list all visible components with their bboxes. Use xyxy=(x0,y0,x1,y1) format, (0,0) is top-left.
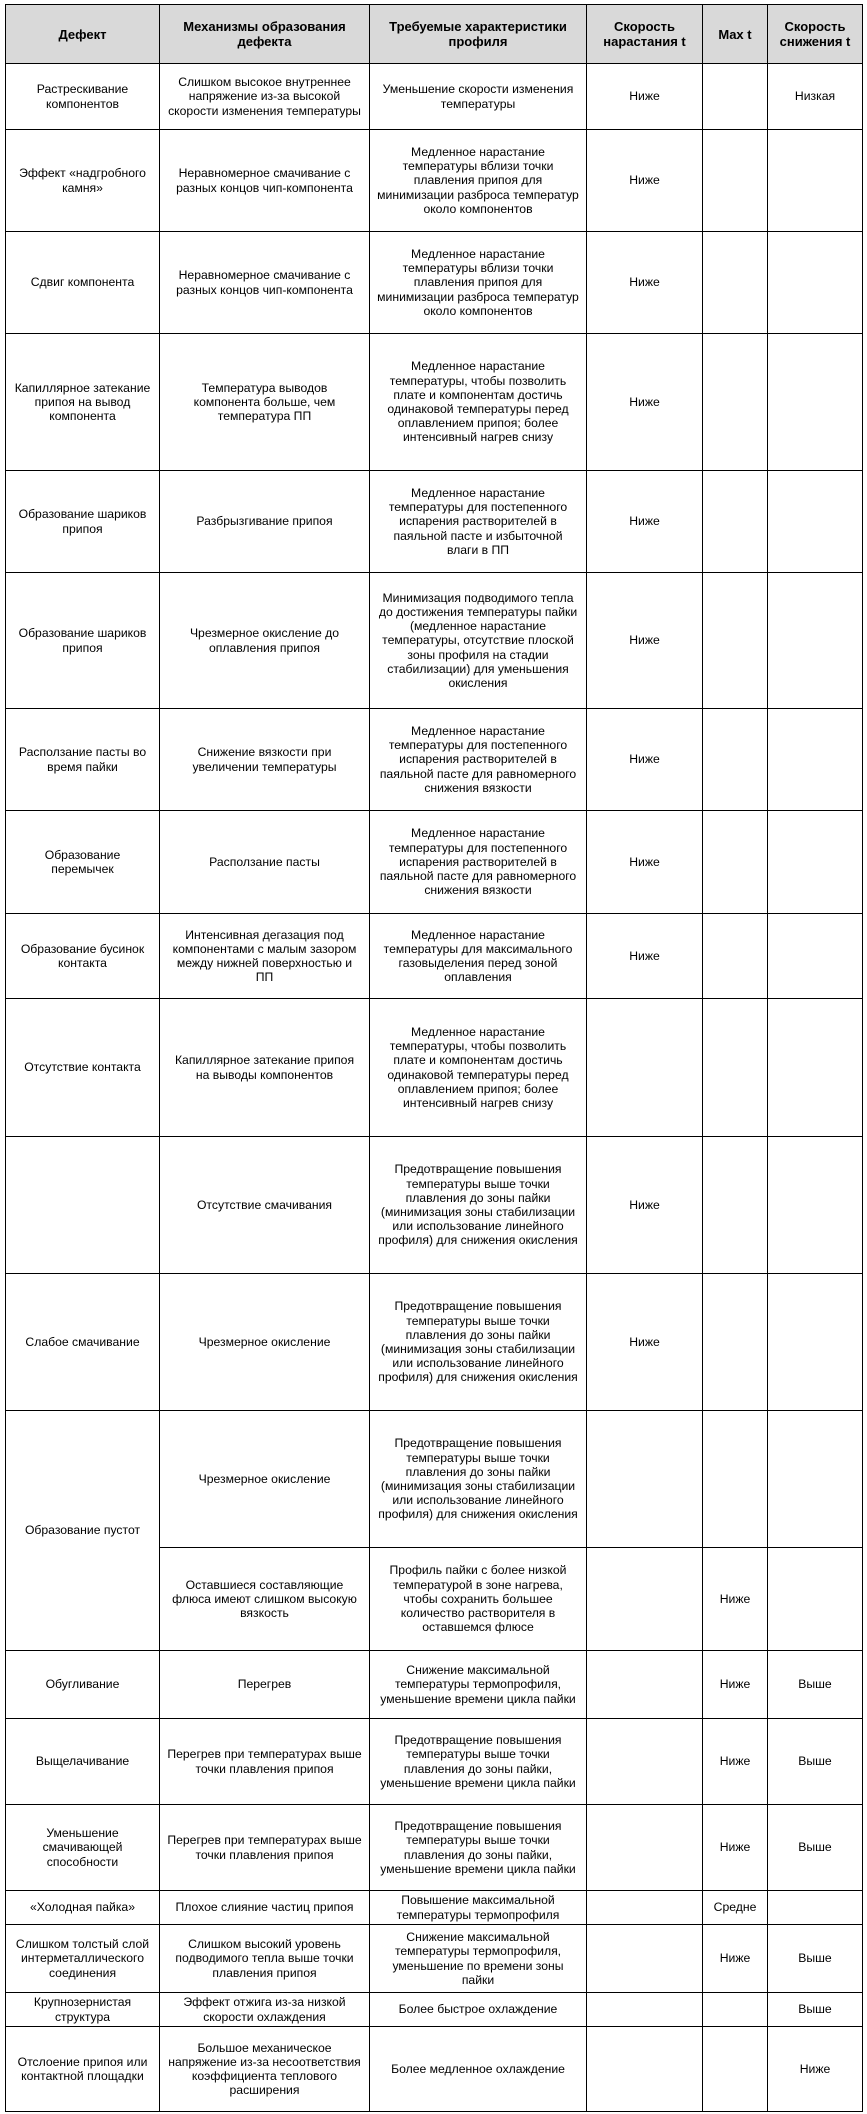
ramp-up-cell xyxy=(587,999,703,1137)
max-t-cell xyxy=(703,811,768,914)
profile-cell: Предотвращение повышения температуры выше точки плавления до зоны пайки (минимизация зоны стабилизации или использование линейного профиля) для снижения окисления xyxy=(370,1411,587,1548)
table-row xyxy=(6,1805,863,1891)
max-t-cell: Ниже xyxy=(703,1719,768,1805)
ramp-up-cell xyxy=(587,1719,703,1805)
ramp-up-cell: Ниже xyxy=(587,130,703,232)
defect-cell: Образование перемычек xyxy=(6,811,160,914)
header-max-t: Max t xyxy=(703,5,768,64)
defect-cell: Сдвиг компонента xyxy=(6,232,160,334)
max-t-cell xyxy=(703,1137,768,1274)
max-t-cell xyxy=(703,471,768,573)
max-t-cell xyxy=(703,64,768,130)
defect-cell: «Холодная пайка» xyxy=(6,1891,160,1925)
defect-cell: Слабое смачивание xyxy=(6,1274,160,1411)
cool-down-cell: Выше xyxy=(768,1925,863,1993)
mechanism-cell: Неравномерное смачивание с разных концов чип-компонента xyxy=(160,130,370,232)
max-t-cell: Ниже xyxy=(703,1651,768,1719)
max-t-cell xyxy=(703,914,768,999)
cool-down-cell xyxy=(768,334,863,471)
profile-cell: Минимизация подводимого тепла до достижения температуры пайки (медленное нарастание температуры, отсутствие плоской зоны профиля на стадии стабилизации) для уменьшения окисления xyxy=(370,573,587,709)
cool-down-cell xyxy=(768,1548,863,1651)
table-row xyxy=(6,471,863,573)
mechanism-cell: Расползание пасты xyxy=(160,811,370,914)
mechanism-cell: Слишком высокий уровень подводимого тепла выше точки плавления припоя xyxy=(160,1925,370,1993)
max-t-cell xyxy=(703,130,768,232)
profile-cell: Повышение максимальной температуры термопрофиля xyxy=(370,1891,587,1925)
table-row xyxy=(6,1651,863,1719)
ramp-up-cell: Ниже xyxy=(587,334,703,471)
profile-cell: Медленное нарастание температуры, чтобы позволить плате и компонентам достичь одинаковой температуры перед оплавлением припоя; более интенсивный нагрев снизу xyxy=(370,999,587,1137)
cool-down-cell xyxy=(768,709,863,811)
profile-cell: Снижение максимальной температуры термопрофиля, уменьшение времени цикла пайки xyxy=(370,1651,587,1719)
cool-down-cell: Низкая xyxy=(768,64,863,130)
mechanism-cell: Снижение вязкости при увеличении температуры xyxy=(160,709,370,811)
defect-cell: Выщелачивание xyxy=(6,1719,160,1805)
profile-cell: Медленное нарастание температуры для постепенного испарения растворителей в паяльной пасте для равномерного снижения вязкости xyxy=(370,709,587,811)
max-t-cell xyxy=(703,1411,768,1548)
table-row xyxy=(6,1925,863,1993)
cool-down-cell xyxy=(768,232,863,334)
max-t-cell xyxy=(703,709,768,811)
cool-down-cell: Выше xyxy=(768,1993,863,2027)
table-row xyxy=(6,999,863,1137)
ramp-up-cell: Ниже xyxy=(587,1137,703,1274)
mechanism-cell: Перегрев при температурах выше точки плавления припоя xyxy=(160,1719,370,1805)
defect-cell: Образование шариков припоя xyxy=(6,471,160,573)
max-t-cell xyxy=(703,2027,768,2112)
defect-cell: Уменьшение смачивающей способности xyxy=(6,1805,160,1891)
defect-cell xyxy=(6,1137,160,1274)
mechanism-cell: Чрезмерное окисление xyxy=(160,1411,370,1548)
table-row xyxy=(6,334,863,471)
profile-cell: Медленное нарастание температуры для постепенного испарения растворителей в паяльной пасте для равномерного снижения вязкости xyxy=(370,811,587,914)
defect-cell: Обугливание xyxy=(6,1651,160,1719)
cool-down-cell: Выше xyxy=(768,1805,863,1891)
table-row xyxy=(6,1137,863,1274)
max-t-cell: Ниже xyxy=(703,1925,768,1993)
mechanism-cell: Разбрызгивание припоя xyxy=(160,471,370,573)
document-page xyxy=(5,4,862,2112)
ramp-up-cell xyxy=(587,1891,703,1925)
cool-down-cell xyxy=(768,130,863,232)
defect-cell: Отсутствие контакта xyxy=(6,999,160,1137)
cool-down-cell xyxy=(768,573,863,709)
defect-cell: Расползание пасты во время пайки xyxy=(6,709,160,811)
max-t-cell xyxy=(703,232,768,334)
mechanism-cell: Плохое слияние частиц припоя xyxy=(160,1891,370,1925)
header-cool-down: Скорость снижения t xyxy=(768,5,863,64)
profile-cell: Медленное нарастание температуры вблизи точки плавления припоя для минимизации разброса температур около компонентов xyxy=(370,232,587,334)
mechanism-cell: Чрезмерное окисление xyxy=(160,1274,370,1411)
ramp-up-cell xyxy=(587,2027,703,2112)
table-row xyxy=(6,573,863,709)
max-t-cell xyxy=(703,1993,768,2027)
table-row xyxy=(6,1993,863,2027)
table-row xyxy=(6,914,863,999)
profile-cell: Снижение максимальной температуры термопрофиля, уменьшение по времени зоны пайки xyxy=(370,1925,587,1993)
max-t-cell: Ниже xyxy=(703,1805,768,1891)
header-profile: Требуемые характеристики профиля xyxy=(370,5,587,64)
cool-down-cell xyxy=(768,1891,863,1925)
ramp-up-cell xyxy=(587,1651,703,1719)
table-row xyxy=(6,2027,863,2112)
header-mechanism: Механизмы образования дефекта xyxy=(160,5,370,64)
mechanism-cell: Перегрев при температурах выше точки плавления припоя xyxy=(160,1805,370,1891)
table-row xyxy=(6,1411,863,1548)
cool-down-cell: Выше xyxy=(768,1719,863,1805)
ramp-up-cell xyxy=(587,1548,703,1651)
mechanism-cell: Интенсивная дегазация под компонентами с малым зазором между нижней поверхностью и ПП xyxy=(160,914,370,999)
table-row xyxy=(6,130,863,232)
cool-down-cell: Ниже xyxy=(768,2027,863,2112)
defect-cell: Образование шариков припоя xyxy=(6,573,160,709)
reflow-defects-table xyxy=(5,4,863,2112)
mechanism-cell: Слишком высокое внутреннее напряжение из-за высокой скорости изменения температуры xyxy=(160,64,370,130)
mechanism-cell: Капиллярное затекание припоя на выводы компонентов xyxy=(160,999,370,1137)
cool-down-cell xyxy=(768,1137,863,1274)
ramp-up-cell: Ниже xyxy=(587,1274,703,1411)
profile-cell: Предотвращение повышения температуры выше точки плавления до зоны пайки, уменьшение времени цикла пайки xyxy=(370,1805,587,1891)
ramp-up-cell: Ниже xyxy=(587,232,703,334)
cool-down-cell xyxy=(768,999,863,1137)
profile-cell: Предотвращение повышения температуры выше точки плавления до зоны пайки, уменьшение времени цикла пайки xyxy=(370,1719,587,1805)
max-t-cell: Средне xyxy=(703,1891,768,1925)
max-t-cell xyxy=(703,999,768,1137)
mechanism-cell: Неравномерное смачивание с разных концов чип-компонента xyxy=(160,232,370,334)
mechanism-cell: Оставшиеся составляющие флюса имеют слишком высокую вязкость xyxy=(160,1548,370,1651)
profile-cell: Предотвращение повышения температуры выше точки плавления до зоны пайки (минимизация зоны стабилизации или использование линейного профиля) для снижения окисления xyxy=(370,1137,587,1274)
ramp-up-cell xyxy=(587,1411,703,1548)
ramp-up-cell xyxy=(587,1805,703,1891)
defect-cell: Образование бусинок контакта xyxy=(6,914,160,999)
mechanism-cell: Большое механическое напряжение из-за несоответствия коэффициента теплового расширения xyxy=(160,2027,370,2112)
ramp-up-cell: Ниже xyxy=(587,471,703,573)
ramp-up-cell: Ниже xyxy=(587,811,703,914)
profile-cell: Уменьшение скорости изменения температуры xyxy=(370,64,587,130)
max-t-cell: Ниже xyxy=(703,1548,768,1651)
profile-cell: Профиль пайки с более низкой температурой в зоне нагрева, чтобы сохранить большее количество растворителя в оставшемся флюсе xyxy=(370,1548,587,1651)
cool-down-cell xyxy=(768,1274,863,1411)
mechanism-cell: Температура выводов компонента больше, чем температура ПП xyxy=(160,334,370,471)
ramp-up-cell: Ниже xyxy=(587,709,703,811)
cool-down-cell xyxy=(768,811,863,914)
table-row xyxy=(6,232,863,334)
mechanism-cell: Отсутствие смачивания xyxy=(160,1137,370,1274)
defect-cell: Слишком толстый слой интерметаллического соединения xyxy=(6,1925,160,1993)
cool-down-cell: Выше xyxy=(768,1651,863,1719)
table-header-row xyxy=(6,5,863,64)
table-row xyxy=(6,1719,863,1805)
table-row xyxy=(6,1891,863,1925)
profile-cell: Более медленное охлаждение xyxy=(370,2027,587,2112)
mechanism-cell: Эффект отжига из-за низкой скорости охлаждения xyxy=(160,1993,370,2027)
ramp-up-cell: Ниже xyxy=(587,573,703,709)
max-t-cell xyxy=(703,573,768,709)
table-row xyxy=(6,811,863,914)
ramp-up-cell xyxy=(587,1993,703,2027)
profile-cell: Медленное нарастание температуры, чтобы позволить плате и компонентам достичь одинаковой температуры перед оплавлением припоя; более интенсивный нагрев снизу xyxy=(370,334,587,471)
cool-down-cell xyxy=(768,1411,863,1548)
defect-cell: Образование пустот xyxy=(6,1411,160,1651)
mechanism-cell: Чрезмерное окисление до оплавления припоя xyxy=(160,573,370,709)
ramp-up-cell: Ниже xyxy=(587,64,703,130)
mechanism-cell: Перегрев xyxy=(160,1651,370,1719)
profile-cell: Медленное нарастание температуры для максимального газовыделения перед зоной оплавления xyxy=(370,914,587,999)
max-t-cell xyxy=(703,1274,768,1411)
ramp-up-cell: Ниже xyxy=(587,914,703,999)
defect-cell: Крупнозернистая структура xyxy=(6,1993,160,2027)
defect-cell: Капиллярное затекание припоя на вывод компонента xyxy=(6,334,160,471)
defect-cell: Отслоение припоя или контактной площадки xyxy=(6,2027,160,2112)
header-ramp-up: Скорость нарастания t xyxy=(587,5,703,64)
profile-cell: Более быстрое охлаждение xyxy=(370,1993,587,2027)
defect-cell: Растрескивание компонентов xyxy=(6,64,160,130)
header-defect: Дефект xyxy=(6,5,160,64)
ramp-up-cell xyxy=(587,1925,703,1993)
table-row xyxy=(6,709,863,811)
defect-cell: Эффект «надгробного камня» xyxy=(6,130,160,232)
profile-cell: Медленное нарастание температуры для постепенного испарения растворителей в паяльной пасте и избыточной влаги в ПП xyxy=(370,471,587,573)
table-row xyxy=(6,64,863,130)
profile-cell: Предотвращение повышения температуры выше точки плавления до зоны пайки (минимизация зоны стабилизации или использование линейного профиля) для снижения окисления xyxy=(370,1274,587,1411)
table-row xyxy=(6,1274,863,1411)
max-t-cell xyxy=(703,334,768,471)
profile-cell: Медленное нарастание температуры вблизи точки плавления припоя для минимизации разброса температур около компонентов xyxy=(370,130,587,232)
cool-down-cell xyxy=(768,471,863,573)
cool-down-cell xyxy=(768,914,863,999)
